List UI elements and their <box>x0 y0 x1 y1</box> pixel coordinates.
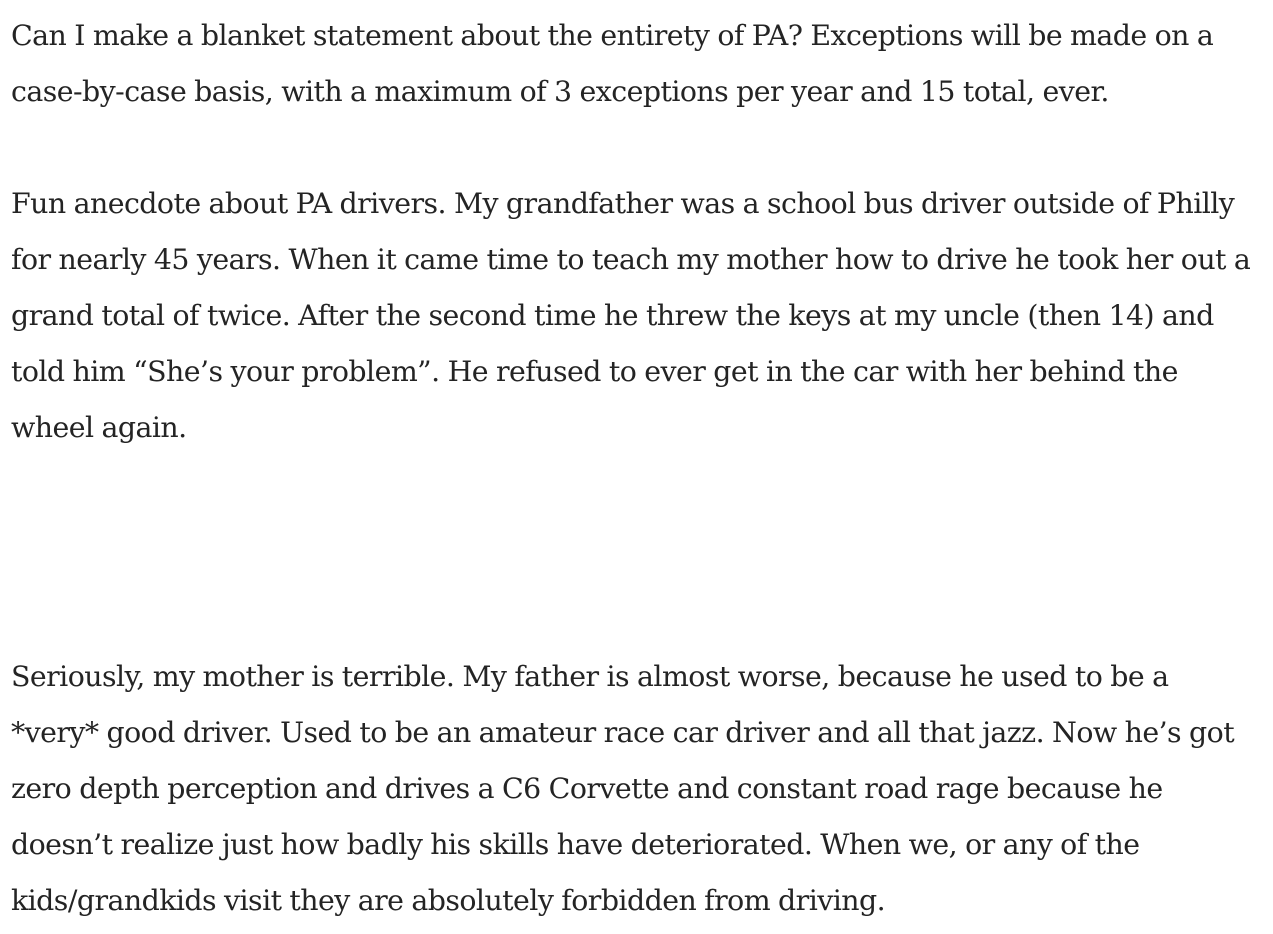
text-line: Seriously, my mother is terrible. My father is almost worse, because he used to be a <box>11 660 1169 693</box>
text-line: wheel again. <box>11 411 187 444</box>
text-line: case-by-case basis, with a maximum of 3 exceptions per year and 15 total, ever. <box>11 75 1109 108</box>
paragraph-grandfather-anecdote <box>11 176 1273 456</box>
text-line: zero depth perception and drives a C6 Corvette and constant road rage because he <box>11 772 1163 805</box>
text-line: Can I make a blanket statement about the entirety of PA? Exceptions will be made on a <box>11 19 1214 52</box>
text-line: told him “She’s your problem”. He refused to ever get in the car with her behind the <box>11 355 1178 388</box>
text-line: *very* good driver. Used to be an amateur race car driver and all that jazz. Now he’s got <box>11 716 1235 749</box>
text-line: Fun anecdote about PA drivers. My grandfather was a school bus driver outside of Philly <box>11 187 1235 220</box>
paragraph-pa-exceptions <box>11 8 1273 120</box>
text-line: kids/grandkids visit they are absolutely forbidden from driving. <box>11 884 886 917</box>
paragraph-parents-driving <box>11 649 1273 929</box>
text-line: for nearly 45 years. When it came time to teach my mother how to drive he took her out a <box>11 243 1251 276</box>
text-line: grand total of twice. After the second time he threw the keys at my uncle (then 14) and <box>11 299 1214 332</box>
text-line: doesn’t realize just how badly his skills have deteriorated. When we, or any of the <box>11 828 1140 861</box>
